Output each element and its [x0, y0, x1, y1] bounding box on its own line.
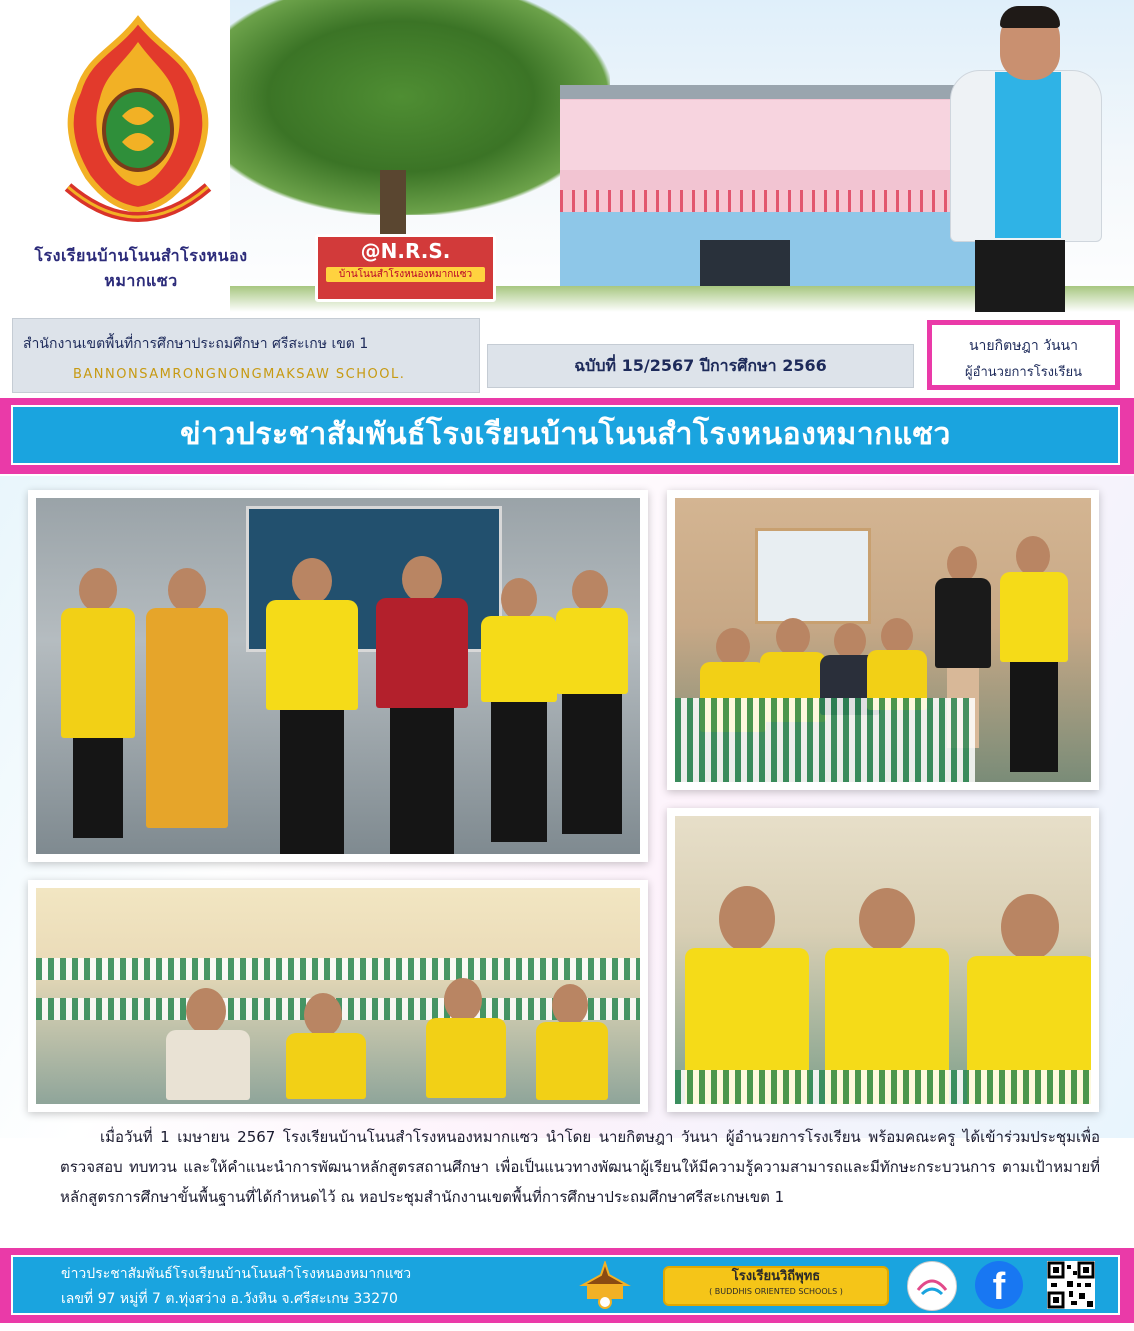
tree-image	[230, 0, 610, 215]
school-sign	[315, 234, 496, 302]
director-hair	[1000, 6, 1060, 28]
building-upper-floor	[560, 100, 980, 170]
qr-code-icon	[1047, 1261, 1095, 1309]
school-emblem	[18, 12, 258, 312]
buddhist-school-badge	[663, 1266, 889, 1306]
footer-address: เลขที่ 97 หมู่ที่ 7 ต.ทุ่งสว่าง อ.วังหิน จ.ศรีสะเกษ 33270	[61, 1291, 398, 1307]
office-name: สำนักงานเขตพื้นที่การศึกษาประถมศึกษา ศรีสะเกษ เขต 1	[23, 336, 369, 352]
article-body: เมื่อวันที่ 1 เมษายน 2567 โรงเรียนบ้านโนนสำโรงหนองหมากแซว นำโดย นายกิตษฎา วันนา ผู้อำนวยการโรงเรียน พร้อมคณะครู ได้เข้าร่วมประชุมเพื่อตรวจสอบ ทบทวน และให้คำแนะนำการพัฒนาหลักสูตรสถานศึกษา เพื่อเป็นแนวทางพัฒนาผู้เรียนให้มีความรู้ความสามารถและมีทักษะกระบวนการ ตามเป้าหมายที่หลักสูตรการศึกษาขั้นพื้นฐานที่ได้กำหนดไว้ ณ หอประชุมสำนักงานเขตพื้นที่การศึกษาประถมศึกษาศรีสะเกษเขต 1	[60, 1128, 1100, 1206]
table-cloth	[36, 958, 640, 980]
photo-head-table-image	[675, 498, 1091, 782]
footer-school-name: ข่าวประชาสัมพันธ์โรงเรียนบ้านโนนสำโรงหนองหมากแซว	[61, 1266, 412, 1282]
school-sign-title: @N.R.S.	[360, 239, 451, 263]
wall-board	[755, 528, 871, 624]
director-shirt	[995, 72, 1061, 238]
badge-title: โรงเรียนวิถีพุทธ	[731, 1269, 821, 1284]
photo-meeting-hall	[28, 880, 648, 1112]
table-cloth	[675, 698, 975, 782]
school-english-name: BANNONSAMRONGNONGMAKSAW SCHOOL.	[73, 367, 406, 382]
temple-icon	[575, 1261, 635, 1309]
building-balcony	[560, 190, 980, 212]
emblem-school-name: โรงเรียนบ้านโนนสำโรงหนองหมากแซว	[34, 246, 248, 290]
news-banner-title: ข่าวประชาสัมพันธ์โรงเรียนบ้านโนนสำโรงหนองหมากแซว	[11, 405, 1120, 465]
table-cloth	[675, 1070, 1091, 1104]
photo-meeting-hall-image	[36, 888, 640, 1104]
issue-number: ฉบับที่ 15/2567 ปีการศึกษา 2566	[487, 344, 914, 388]
photo-group-standing	[28, 490, 648, 862]
building-doorway	[700, 240, 790, 292]
school-sign-subtitle: บ้านโนนสำโรงหนองหมากแซว	[326, 267, 485, 282]
facebook-icon[interactable]: f	[975, 1261, 1023, 1309]
photo-group-standing-image	[36, 498, 640, 854]
photo-head-table	[667, 490, 1099, 790]
director-name: นายกิตษฎา วันนา	[968, 338, 1078, 354]
school-logo-icon	[907, 1261, 957, 1311]
news-article	[60, 1122, 1100, 1212]
photo-three-men-image	[675, 816, 1091, 1104]
badge-subtitle: ( BUDDHIS ORIENTED SCHOOLS )	[709, 1287, 843, 1296]
director-info-box	[927, 320, 1120, 390]
director-role: ผู้อำนวยการโรงเรียน	[965, 365, 1082, 380]
director-photo	[945, 0, 1100, 312]
office-info-box	[12, 318, 480, 393]
director-pants	[975, 240, 1065, 312]
footer-bar	[11, 1255, 1120, 1315]
photo-three-men	[667, 808, 1099, 1112]
